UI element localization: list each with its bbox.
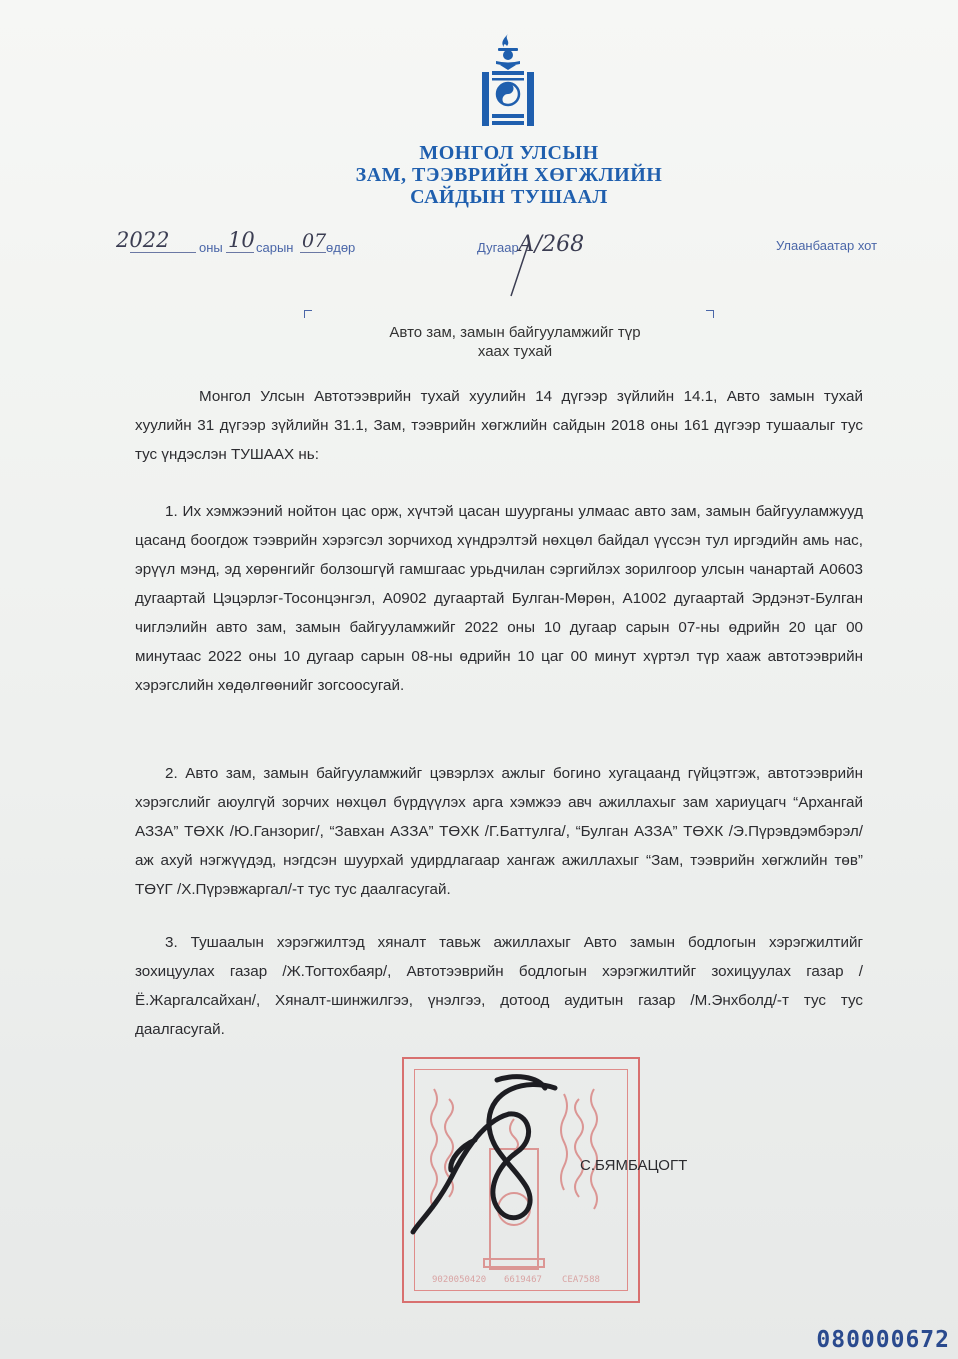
decree-item-1 bbox=[135, 497, 863, 700]
decree-number-label: Дугаар bbox=[477, 240, 519, 255]
location: Улаанбаатар хот bbox=[776, 238, 878, 253]
date-month: 10 bbox=[228, 228, 255, 252]
preamble-text: Монгол Улсын Автотээврийн тухай хуулийн 14 дүгээр зүйлийн 14.1, Авто замын тухай хуулийн 31 дүгээр зүйлийн 31.1, Зам, тээврийн хөгжлийн сайдын 2018 оны 161 дүгээр тушаалыг тус тус үндэслэн ТУШААХ нь: bbox=[135, 388, 863, 463]
subject-corner-right bbox=[706, 310, 714, 318]
preamble bbox=[135, 382, 863, 469]
stamp-code-1: 9020050420 bbox=[432, 1275, 487, 1285]
stamp-code-2: 6619467 bbox=[504, 1275, 542, 1285]
date-month-suffix: сарын bbox=[256, 240, 294, 255]
signer-name: С.БЯМБАЦОГТ bbox=[580, 1157, 688, 1174]
ministry-title-line2: ЗАМ, ТЭЭВРИЙН ХӨГЖЛИЙН bbox=[355, 164, 663, 186]
decree-item-2 bbox=[135, 759, 863, 904]
date-year: 2022 bbox=[116, 228, 170, 252]
ministry-title-line3: САЙДЫН ТУШААЛ bbox=[410, 186, 608, 208]
stamp-code-3: CEA7588 bbox=[562, 1275, 600, 1285]
decree-item-1-text: 1. Их хэмжээний нойтон цас орж, хүчтэй цасан шуурганы улмаас авто зам, замын байгууламжууд цасанд боогдож тээврийн хэрэгсэл зорчиход хүндрэлтэй нөхцөл байдал үүссэн тул иргэдийн амь нас, эрүүл мэнд, эд хөрөнгийг болзошгүй гамшгаас урьдчилан сэргийлэх зорилгоор улсын чанартай А0603 дугаартай Цэцэрлэг-Тосонцэнгэл, А0902 дугаартай Булган-Мөрөн, А1002 дугаартай Эрдэнэт-Булган чиглэлийн авто зам, замын байгууламжийг 2022 оны 10 дугаар сарын 07-ны өдрийн 20 цаг 00 минутаас 2022 оны 10 дугаар сарын 08-ны өдрийн 10 цаг 00 минут хүртэл түр хааж автотээврийн хэрэгслийн хөдөлгөөнийг зогсоосугай. bbox=[135, 503, 863, 694]
decree-item-2-text: 2. Авто зам, замын байгууламжийг цэвэрлэх ажлыг богино хугацаанд гүйцэтгэж, автотээврийн хэрэгслийг аюулгүй зорчих нөхцөл бүрдүүлэх арга хэмжээ авч ажиллахыг зам хариуцагч “Архангай АЗЗА” ТӨХК /Ю.Ганзориг/, “Завхан АЗЗА” ТӨХК /Г.Баттулга/, “Булган АЗЗА” ТӨХК /Э.Пүрэвдэмбэрэл/ аж ахуй нэгжүүдэд, нэгдсэн шуурхай удирдлагаар хангаж ажиллахыг “Зам, тээврийн хөгжлийн төв” ТӨҮГ /Х.Пүрэвжаргал/-т тус тус даалгасугай. bbox=[135, 765, 863, 898]
subject-corner-left bbox=[304, 310, 312, 318]
handwritten-stroke-icon bbox=[505, 240, 535, 300]
subject-line1: Авто зам, замын байгууламжийг түр bbox=[389, 324, 641, 341]
decree-item-3 bbox=[135, 928, 863, 1044]
decree-item-3-text: 3. Тушаалын хэрэгжилтэд хяналт тавьж ажиллахыг Авто замын бодлогын хэрэгжилтийг зохицуулах газар /Ж.Тогтохбаяр/, Автотээврийн бодлогын хэрэгжилтийг зохицуулах газар /Ё.Жаргалсайхан/, Хяналт-шинжилгээ, үнэлгээ, дотоод аудитын газар /М.Энхболд/-т тус тус даалгасугай. bbox=[135, 934, 863, 1038]
subject-line2: хаах тухай bbox=[477, 343, 553, 360]
decree-number-value: А/268 bbox=[518, 232, 585, 257]
date-year-suffix: оны bbox=[199, 240, 223, 255]
ministry-title-line1: МОНГОЛ УЛСЫН bbox=[419, 142, 599, 164]
serial-number: 080000672 bbox=[816, 1327, 950, 1353]
soyombo-emblem-icon bbox=[478, 34, 538, 130]
date-day: 07 bbox=[302, 230, 327, 252]
date-day-suffix: өдөр bbox=[326, 240, 356, 255]
signature bbox=[405, 1070, 585, 1240]
